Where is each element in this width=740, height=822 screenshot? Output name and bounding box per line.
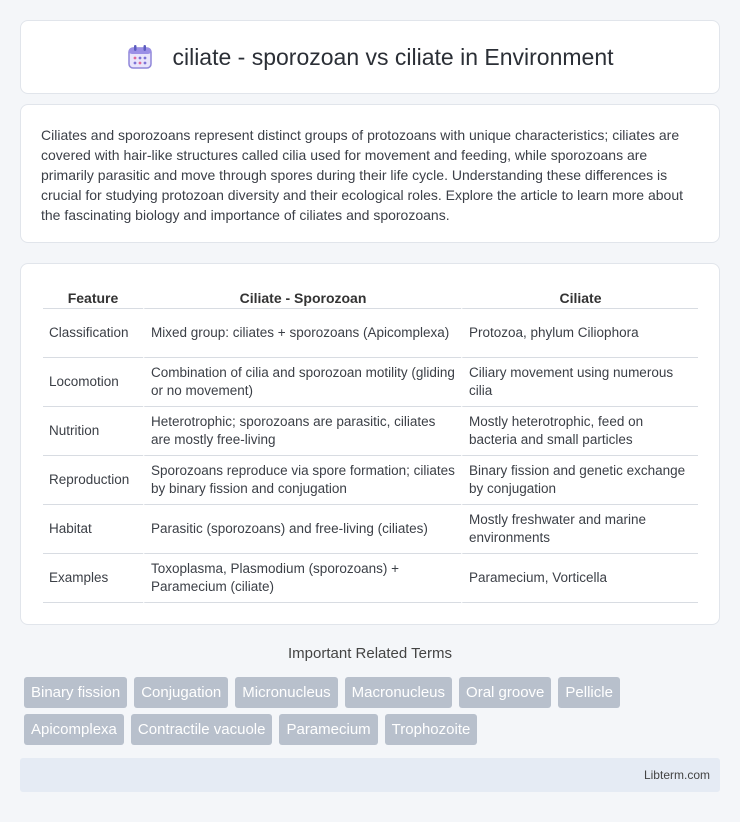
row-ciliate-sporozoan: Combination of cilia and sporozoan motility (gliding or no movement) (143, 358, 461, 407)
row-feature: Examples (43, 554, 143, 603)
tag-conjugation[interactable]: Conjugation (134, 677, 228, 708)
table-row (43, 505, 698, 554)
table-row (43, 358, 698, 407)
row-ciliate: Binary fission and genetic exchange by conjugation (461, 456, 698, 505)
row-feature: Reproduction (43, 456, 143, 505)
intro-text: Ciliates and sporozoans represent distinct groups of protozoans with unique characteristics; ciliates are covered with hair-like structures called cilia used for movement and feeding, while sporozoans are primarily parasitic and move through spores during their life cycle. Understanding these differences is crucial for studying protozoan diversity and their ecological roles. Explore the article to learn more about the fascinating biology and importance of ciliates and sporozoans. (41, 127, 683, 223)
intro-card (20, 104, 720, 243)
page-title: ciliate - sporozoan vs ciliate in Environment (172, 43, 614, 70)
tag-macronucleus[interactable]: Macronucleus (345, 677, 452, 708)
table-row (43, 456, 698, 505)
title-wrap (126, 43, 613, 71)
row-ciliate-sporozoan: Toxoplasma, Plasmodium (sporozoans) + Paramecium (ciliate) (143, 554, 461, 603)
row-ciliate: Ciliary movement using numerous cilia (461, 358, 698, 407)
comparison-table (43, 284, 698, 603)
footer (20, 758, 720, 792)
table-row (43, 309, 698, 358)
row-ciliate-sporozoan: Mixed group: ciliates + sporozoans (Apicomplexa) (143, 309, 461, 358)
tag-trophozoite[interactable]: Trophozoite (385, 714, 478, 745)
row-ciliate: Paramecium, Vorticella (461, 554, 698, 603)
header-ciliate: Ciliate (461, 284, 698, 309)
related-terms-title: Important Related Terms (288, 645, 452, 662)
row-ciliate: Mostly freshwater and marine environments (461, 505, 698, 554)
tag-micronucleus[interactable]: Micronucleus (235, 677, 337, 708)
related-terms-tags (24, 677, 724, 745)
tag-contractile-vacuole[interactable]: Contractile vacuole (131, 714, 273, 745)
tag-binary-fission[interactable]: Binary fission (24, 677, 127, 708)
header-feature: Feature (43, 284, 143, 309)
row-feature: Habitat (43, 505, 143, 554)
row-feature: Classification (43, 309, 143, 358)
calendar-icon (126, 43, 154, 71)
row-ciliate-sporozoan: Parasitic (sporozoans) and free-living (ciliates) (143, 505, 461, 554)
header-ciliate-sporozoan: Ciliate - Sporozoan (143, 284, 461, 309)
row-ciliate: Protozoa, phylum Ciliophora (461, 309, 698, 358)
table-header-row (43, 284, 698, 309)
row-feature: Nutrition (43, 407, 143, 456)
table-row (43, 407, 698, 456)
header-card (20, 20, 720, 94)
tag-paramecium[interactable]: Paramecium (279, 714, 377, 745)
tag-pellicle[interactable]: Pellicle (558, 677, 620, 708)
tag-apicomplexa[interactable]: Apicomplexa (24, 714, 124, 745)
tag-oral-groove[interactable]: Oral groove (459, 677, 551, 708)
row-ciliate-sporozoan: Sporozoans reproduce via spore formation; ciliates by binary fission and conjugation (143, 456, 461, 505)
row-ciliate: Mostly heterotrophic, feed on bacteria and small particles (461, 407, 698, 456)
row-feature: Locomotion (43, 358, 143, 407)
table-row (43, 554, 698, 603)
comparison-table-card (20, 263, 720, 625)
footer-site-link[interactable]: Libterm.com (643, 768, 710, 782)
row-ciliate-sporozoan: Heterotrophic; sporozoans are parasitic, ciliates are mostly free-living (143, 407, 461, 456)
